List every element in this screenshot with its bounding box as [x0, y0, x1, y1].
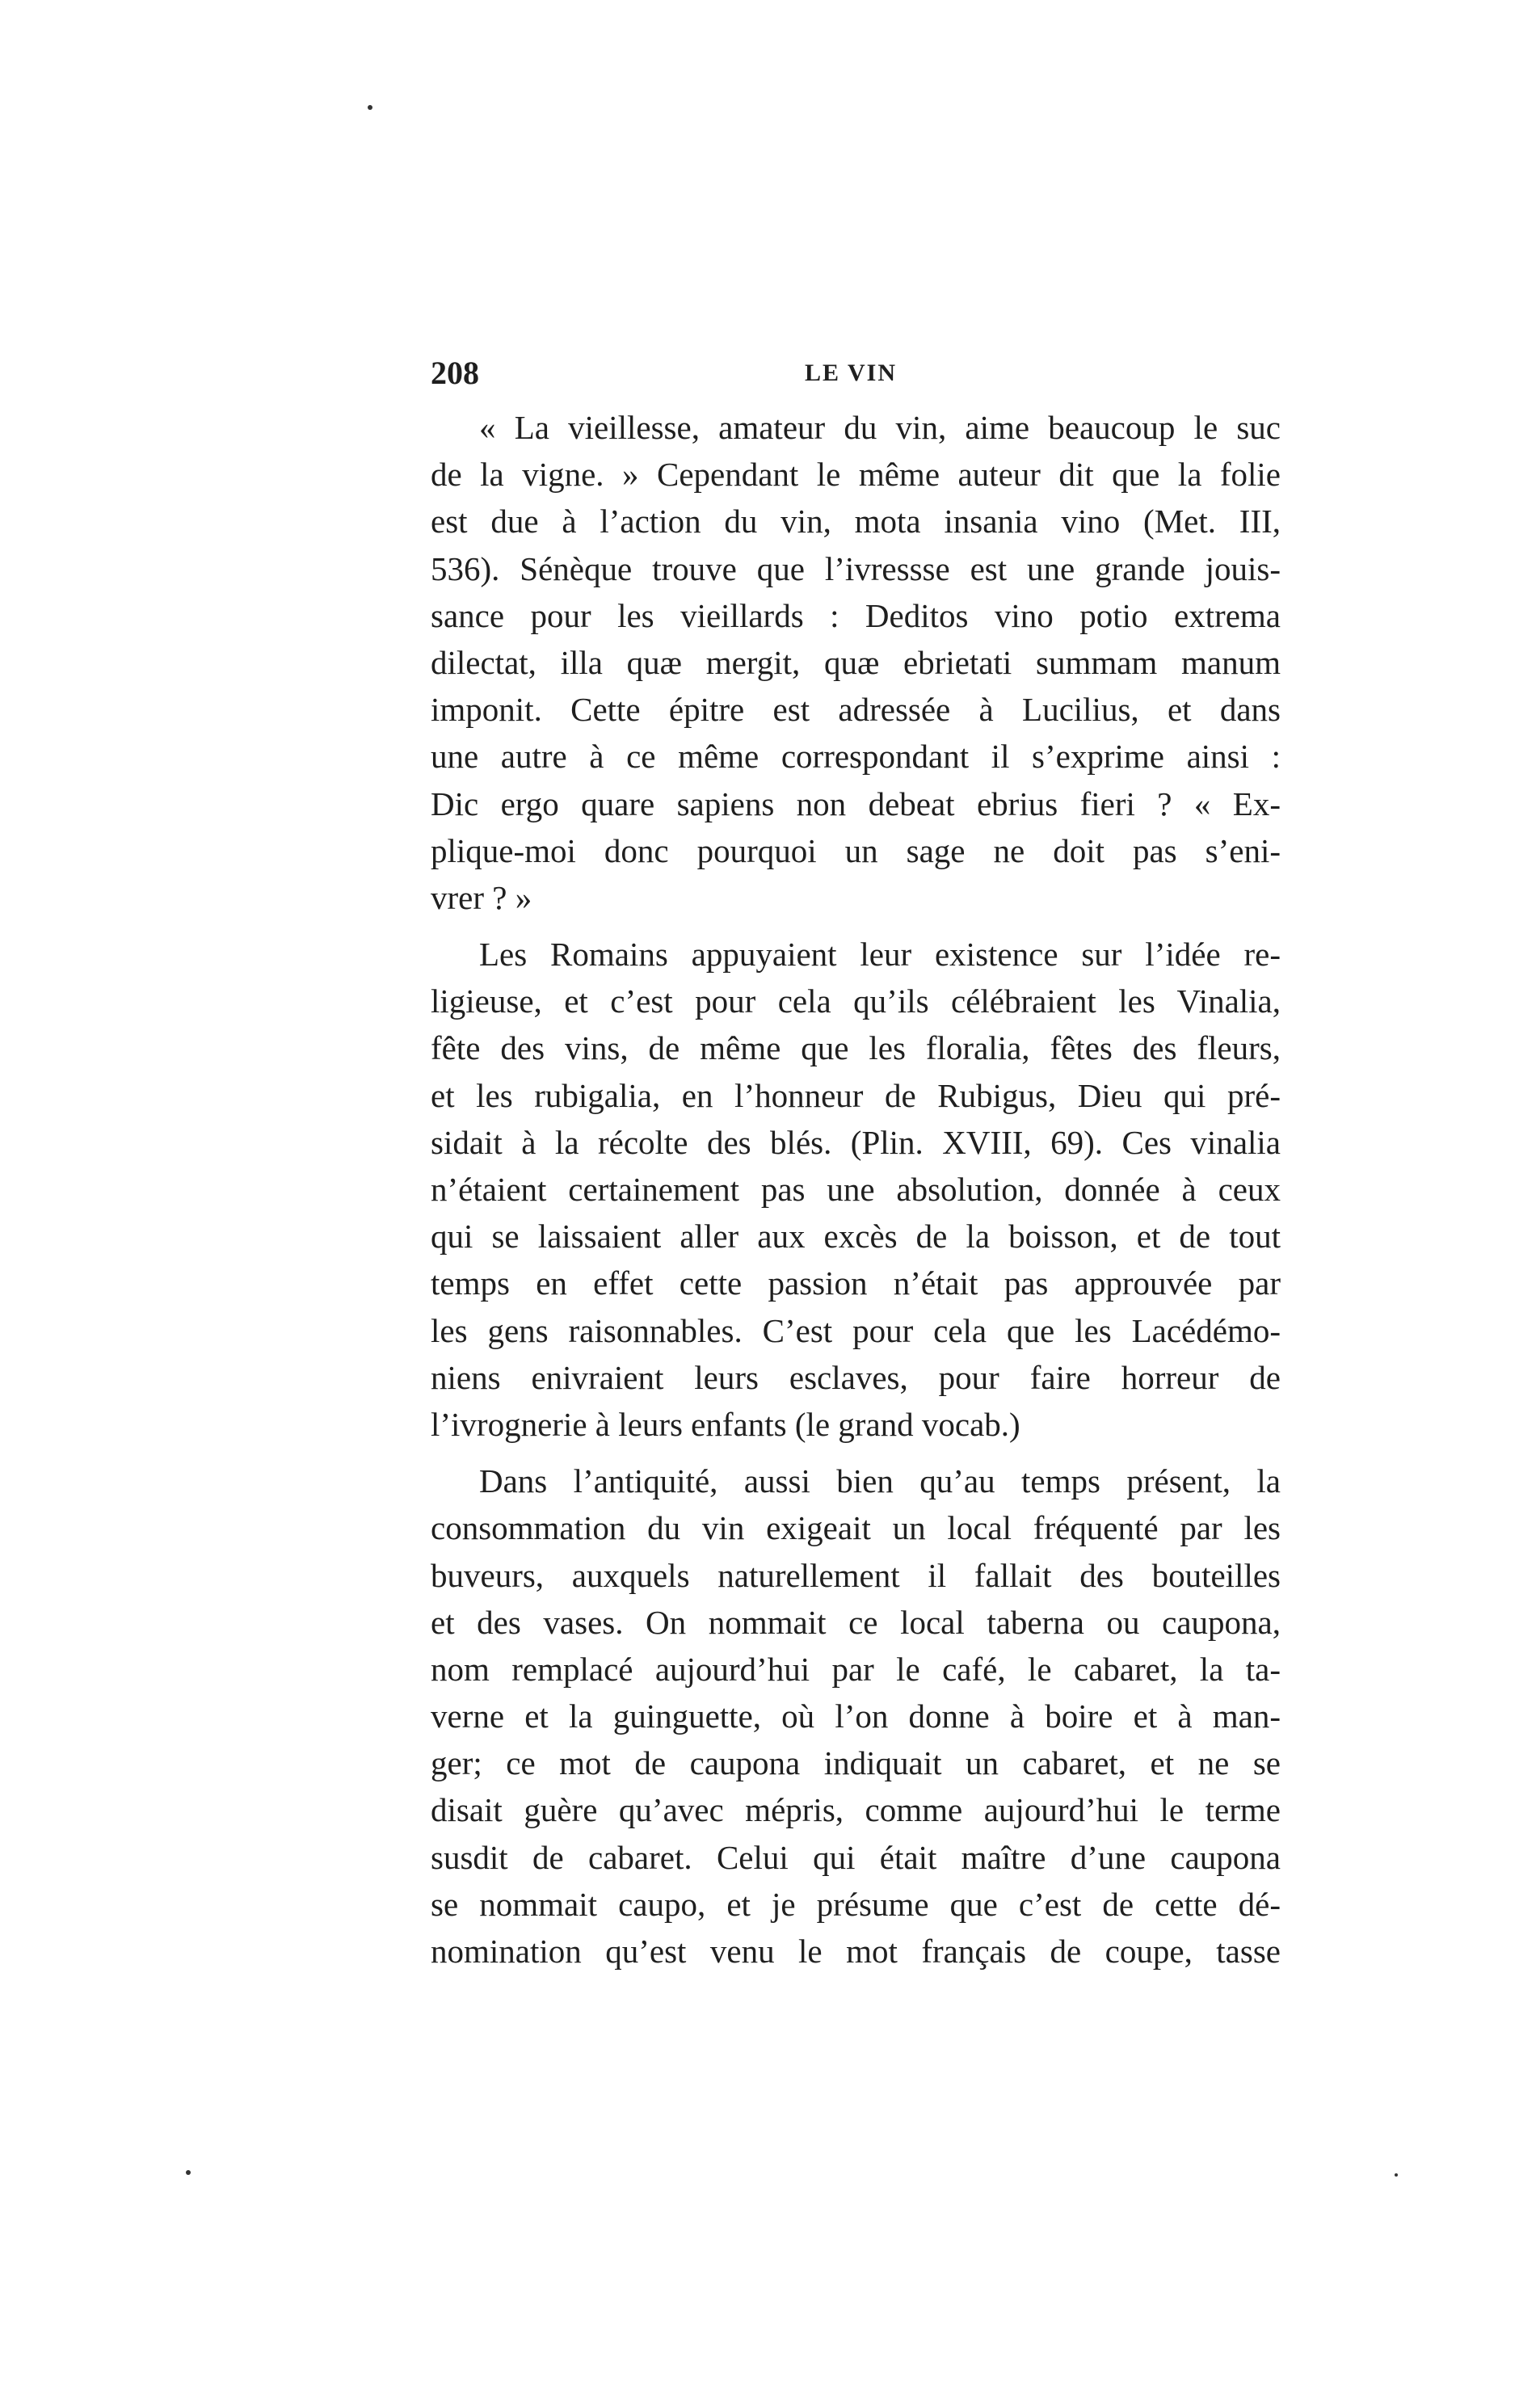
scan-speck: [368, 105, 372, 110]
text-line: Dic ergo quare sapiens non debeat ebrius fieri ? « Ex-: [431, 784, 1281, 822]
text-line: niens enivraient leurs esclaves, pour faire horreur de: [431, 1358, 1281, 1396]
text-line: sidait à la récolte des blés. (Plin. XVIII, 69). Ces vinalia: [431, 1123, 1281, 1161]
text-line: sance pour les vieillards : Deditos vino potio extrema: [431, 596, 1281, 634]
text-line: « La vieillesse, amateur du vin, aime beaucoup le suc: [479, 409, 1281, 446]
scan-speck: [1395, 2173, 1398, 2177]
body-text: [431, 404, 1281, 1975]
page-number: 208: [431, 355, 479, 391]
text-line: qui se laissaient aller aux excès de la boisson, et de tout: [431, 1218, 1281, 1256]
text-line: de la vigne. » Cependant le même auteur dit que la folie: [431, 456, 1281, 494]
text-line: disait guère qu’avec mépris, comme aujourd’hui le terme: [431, 1791, 1281, 1829]
running-head: LE VIN: [805, 360, 897, 386]
text-line: consommation du vin exigeait un local fréquenté par les: [431, 1509, 1281, 1547]
text-line: 536). Sénèque trouve que l’ivressse est une grande jouis-: [431, 549, 1281, 587]
page-header: [431, 349, 1281, 398]
text-line: ger; ce mot de caupona indiquait un cabaret, et ne se: [431, 1744, 1281, 1782]
text-line: vrer ? »: [431, 878, 532, 916]
text-line: susdit de cabaret. Celui qui était maître d’une caupona: [431, 1838, 1281, 1876]
text-line: et les rubigalia, en l’honneur de Rubigus, Dieu qui pré-: [431, 1076, 1281, 1114]
text-line: se nommait caupo, et je présume que c’est de cette dé-: [431, 1885, 1281, 1923]
text-line: nomination qu’est venu le mot français de coupe, tasse: [431, 1933, 1281, 1970]
text-line: temps en effet cette passion n’était pas approuvée par: [431, 1264, 1281, 1302]
text-line: une autre à ce même correspondant il s’exprime ainsi :: [431, 738, 1281, 776]
scan-speck: [186, 2170, 191, 2175]
text-line: imponit. Cette épitre est adressée à Lucilius, et dans: [431, 691, 1281, 729]
text-line: dilectat, illa quæ mergit, quæ ebrietati summam manum: [431, 643, 1281, 681]
text-line: Les Romains appuyaient leur existence sur l’idée re-: [479, 936, 1281, 974]
text-line: l’ivrognerie à leurs enfants (le grand vocab.): [431, 1405, 1020, 1443]
text-line: Dans l’antiquité, aussi bien qu’au temps présent, la: [479, 1462, 1281, 1500]
text-line: fête des vins, de même que les floralia, fêtes des fleurs,: [431, 1029, 1281, 1067]
text-line: est due à l’action du vin, mota insania vino (Met. III,: [431, 503, 1281, 541]
text-line: n’étaient certainement pas une absolution, donnée à ceux: [431, 1171, 1281, 1208]
text-line: nom remplacé aujourd’hui par le café, le cabaret, la ta-: [431, 1650, 1281, 1688]
paragraph: [431, 1458, 1281, 1975]
text-line: ligieuse, et c’est pour cela qu’ils célébraient les Vinalia,: [431, 982, 1281, 1020]
paragraph: [431, 931, 1281, 1448]
paragraph: [431, 404, 1281, 921]
text-line: et des vases. On nommait ce local taberna ou caupona,: [431, 1603, 1281, 1641]
text-line: buveurs, auxquels naturellement il fallait des bouteilles: [431, 1556, 1281, 1594]
text-line: plique-moi donc pourquoi un sage ne doit pas s’eni-: [431, 831, 1281, 869]
text-line: verne et la guinguette, où l’on donne à boire et à man-: [431, 1697, 1281, 1735]
text-line: les gens raisonnables. C’est pour cela que les Lacédémo-: [431, 1311, 1281, 1349]
